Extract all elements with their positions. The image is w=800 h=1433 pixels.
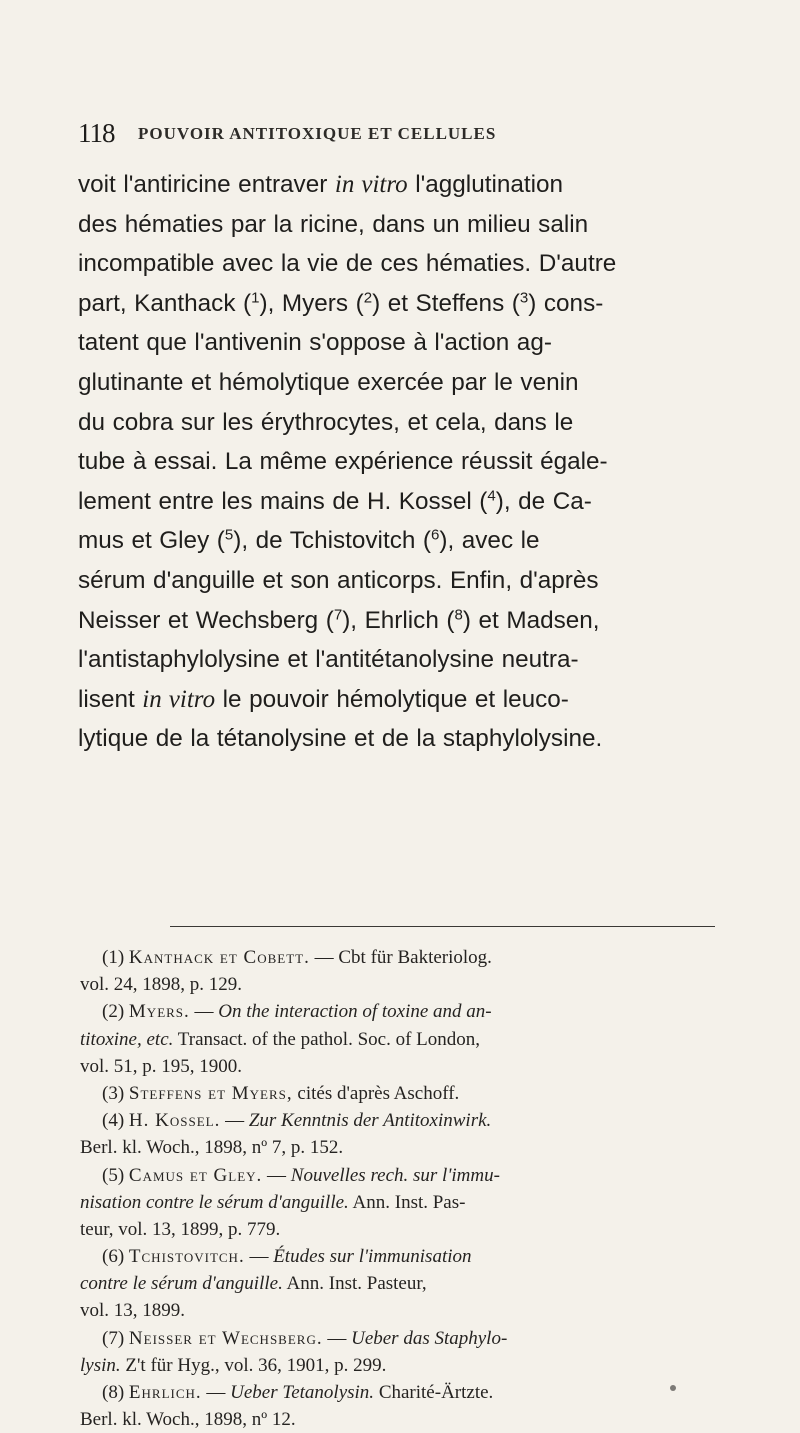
footnote-number: (2) [102,1001,125,1023]
text-fragment: part, Kanthack ( [78,289,252,317]
footnote-author: Camus et Gley. [128,1164,263,1186]
footnote-text: — [322,1327,352,1349]
footnote-text: Ann. Inst. Pas- [348,1191,466,1213]
footnote-author: Neisser et Wechsberg. [128,1327,323,1349]
text-fragment: l'agglutination [407,171,564,198]
footnote-text: — [244,1246,274,1268]
footnote-line [80,1162,727,1189]
page-number: 118 [78,118,115,148]
footnote-line: vol. 51, p. 195, 1900. [80,1055,243,1077]
italic-text: in vitro [334,171,408,198]
footnote-title: Nouvelles rech. sur l'immu- [290,1164,500,1186]
text-line [78,601,728,641]
text-fragment: ) cons- [528,289,604,317]
footnote-text: — [262,1164,291,1186]
footnote-ref: 1 [251,289,260,307]
text-fragment: ), de Ca- [495,487,592,515]
footnote-line: Berl. kl. Woch., 1898, nº 7, p. 152. [80,1137,344,1159]
text-line [78,284,728,324]
footnote-number: (3) [102,1082,125,1104]
footnotes [80,944,727,1433]
footnote-author: H. Kossel. [128,1110,221,1132]
footnote-text: Transact. of the pathol. Soc. of London, [173,1028,480,1050]
footnote-6 [80,1243,727,1325]
text-fragment: mus et Gley ( [78,527,225,555]
text-fragment: voit l'antiricine entraver [78,171,335,198]
printer-mark [670,1385,676,1391]
footnote-author: Myers. [128,1001,190,1023]
footnote-ref: 7 [333,606,343,624]
footnote-ref: 2 [363,289,373,307]
footnote-title: Ueber Tetanolysin. [230,1382,375,1403]
footnote-line [80,998,727,1025]
text-line: sérum d'anguille et son anticorps. Enfin, d'après [78,566,599,594]
text-line: lytique de la tétanolysine et de la staphylolysine. [78,725,603,753]
footnote-line [80,1026,727,1053]
footnote-line [80,1379,727,1406]
footnote-5 [80,1162,727,1244]
footnote-number: (4) [102,1110,125,1132]
footnote-line: teur, vol. 13, 1899, p. 779. [80,1218,281,1240]
running-title: POUVOIR ANTITOXIQUE ET CELLULES [138,124,497,143]
footnote-number: (1) [102,947,125,968]
text-line [78,680,728,720]
footnote-text: Z't für Hyg., vol. 36, 1901, p. 299. [120,1354,387,1376]
text-fragment: ), avec le [439,527,540,555]
footnote-1 [80,944,727,998]
text-fragment: ) et Steffens ( [372,289,520,317]
text-line: du cobra sur les érythrocytes, et cela, dans le [78,408,574,436]
text-fragment: le pouvoir hémolytique et leuco- [215,685,569,713]
footnote-line [80,1107,727,1134]
text-fragment: Neisser et Wechsberg ( [78,606,334,634]
footnote-text: — [220,1110,249,1132]
footnote-line [80,944,727,971]
footnote-ref: 5 [224,527,234,545]
footnote-text: Charité-Ärtzte. [374,1382,494,1403]
footnote-text: cités d'après Aschoff. [292,1082,460,1104]
footnote-title: nisation contre le sérum d'anguille. [80,1191,349,1213]
footnote-line: vol. 24, 1898, p. 129. [80,974,243,996]
footnote-line [80,1189,727,1216]
footnote-ref: 4 [487,487,496,505]
footnote-number: (5) [102,1164,125,1186]
text-line [78,521,728,561]
text-fragment: ), de Tchistovitch ( [233,527,431,555]
footnote-title: lysin. [80,1354,121,1376]
running-head [78,118,718,148]
footnote-3 [80,1080,727,1107]
footnote-author: Ehrlich. [128,1382,202,1403]
footnote-title: titoxine, etc. [80,1028,174,1050]
text-line: des hématies par la ricine, dans un milieu salin [78,210,589,238]
text-line: incompatible avec la vie de ces hématies. D'autre [78,250,617,278]
text-line: glutinante et hémolytique exercée par le venin [78,368,579,396]
footnote-line [80,1325,727,1352]
main-paragraph [78,165,728,759]
footnote-author: Kanthack et Cobett. [128,947,310,968]
footnote-divider [170,926,715,927]
footnote-text: — [189,1001,219,1023]
text-fragment: ) et Madsen, [462,606,600,634]
footnote-ref: 3 [519,289,529,307]
italic-text: in vitro [142,685,216,713]
text-fragment: ), Myers ( [259,289,364,317]
footnote-line [80,1270,727,1297]
text-line: tatent que l'antivenin s'oppose à l'action ag- [78,329,552,357]
footnote-title: Zur Kenntnis der Antitoxinwirk. [248,1110,492,1132]
footnote-title: Études sur l'immunisation [273,1246,472,1268]
footnote-ref: 6 [431,527,440,545]
footnote-title: contre le sérum d'anguille. [80,1273,283,1295]
footnote-title: Ueber das Staphylo- [351,1327,508,1349]
footnote-line: Berl. kl. Woch., 1898, nº 12. [80,1409,296,1431]
footnote-title: On the interaction of toxine and an- [218,1001,492,1023]
text-fragment: lisent [78,685,143,713]
text-line: l'antistaphylolysine et l'antitétanolysine neutra- [78,646,579,674]
footnote-line: vol. 13, 1899. [80,1300,186,1322]
footnote-line [80,1352,727,1379]
footnote-8 [80,1379,727,1433]
footnote-ref: 8 [454,606,463,624]
footnote-2 [80,998,727,1080]
footnote-number: (8) [102,1382,125,1403]
footnote-7 [80,1325,727,1379]
footnote-4 [80,1107,727,1161]
footnote-number: (6) [102,1246,125,1268]
footnote-author: Steffens et Myers, [128,1082,293,1104]
footnote-line [80,1243,727,1270]
footnote-line [80,1080,727,1107]
footnote-number: (7) [102,1327,125,1349]
footnote-text: — Cbt für Bakteriolog. [309,947,492,968]
text-fragment: ), Ehrlich ( [342,606,455,634]
footnote-author: Tchistovitch. [128,1246,245,1268]
text-fragment: lement entre les mains de H. Kossel ( [78,487,488,515]
text-line [78,482,728,522]
footnote-text: — [201,1382,231,1403]
text-line [78,165,728,205]
text-line: tube à essai. La même expérience réussit égale- [78,448,608,476]
footnote-text: Ann. Inst. Pasteur, [282,1273,427,1295]
